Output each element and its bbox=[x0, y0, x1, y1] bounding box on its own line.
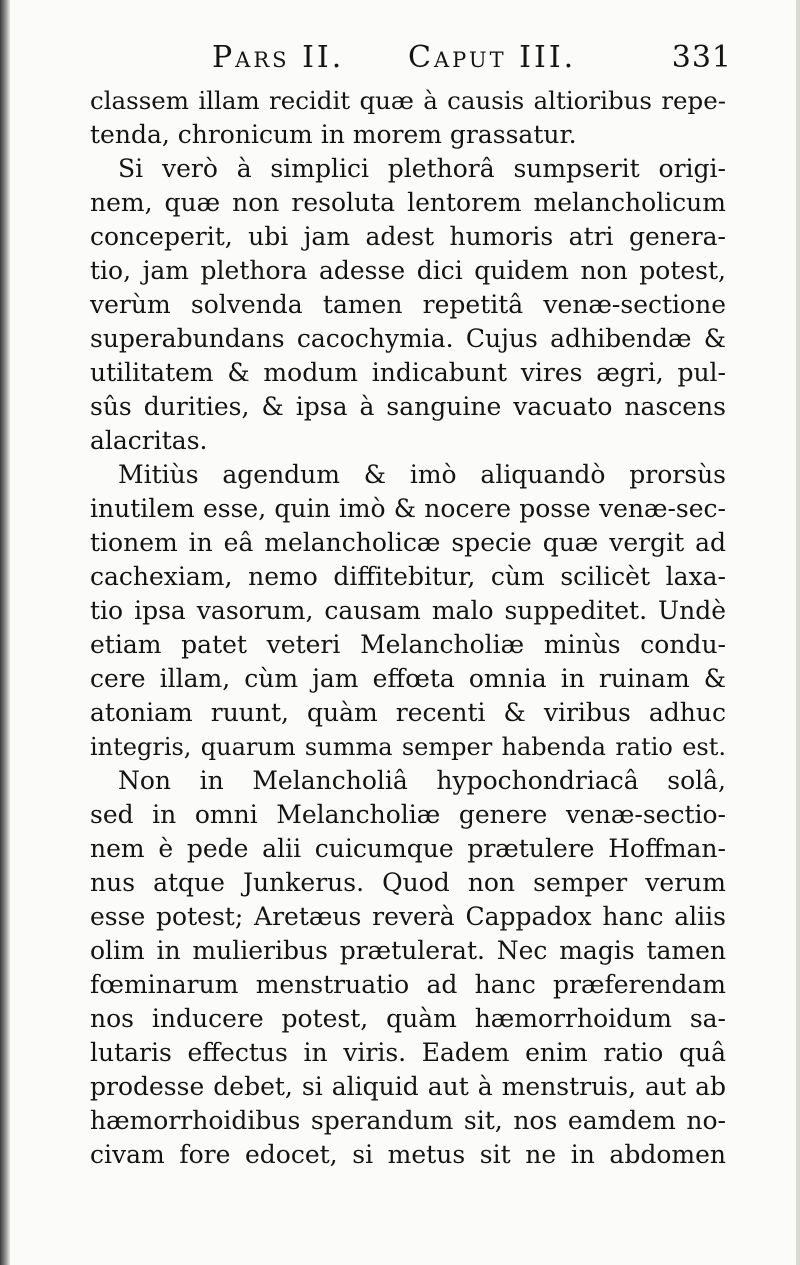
text-line: lutaris effectus in viris. Eadem enim ratio quâ bbox=[90, 1038, 726, 1067]
page-number: 331 bbox=[671, 40, 732, 75]
text-line: inutilem esse, quin imò & nocere posse venæ-sec- bbox=[90, 494, 726, 523]
text-line: esse potest; Aretæus reverà Cappadox hanc aliis bbox=[90, 902, 726, 931]
text-line: etiam patet veteri Melancholiæ minùs condu- bbox=[90, 630, 726, 659]
text-line: Mitiùs agendum & imò aliquandò prorsùs bbox=[118, 460, 726, 489]
text-line: sûs durities, & ipsa à sanguine vacuato nascens bbox=[90, 392, 726, 421]
text-line: classem illam recidit quæ à causis altioribus repe- bbox=[90, 86, 726, 115]
text-line: tio, jam plethora adesse dici quidem non potest, bbox=[90, 256, 726, 285]
header-part: Pars II. bbox=[212, 40, 345, 75]
text-line: Non in Melancholiâ hypochondriacâ solâ, bbox=[118, 766, 726, 795]
text-line: integris, quarum summa semper habenda ratio est. bbox=[90, 733, 726, 761]
text-line: verùm solvenda tamen repetitâ venæ-sectione bbox=[90, 290, 726, 319]
text-line: utilitatem & modum indicabunt vires ægri, pul- bbox=[90, 358, 726, 387]
header-chapter: Caput III. bbox=[408, 40, 577, 75]
page-edge bbox=[796, 0, 800, 1265]
text-line: nos inducere potest, quàm hæmorrhoidum sa- bbox=[90, 1004, 726, 1033]
running-header bbox=[212, 40, 732, 80]
text-line: superabundans cacochymia. Cujus adhibendæ & bbox=[90, 324, 726, 353]
body-text bbox=[90, 84, 726, 1172]
text-line: civam fore edocet, si metus sit ne in abdomen bbox=[90, 1140, 726, 1169]
text-line: nus atque Junkerus. Quod non semper verum bbox=[90, 868, 726, 897]
text-line: prodesse debet, si aliquid aut à menstruis, aut ab bbox=[90, 1072, 726, 1101]
text-line: sed in omni Melancholiæ genere venæ-sectio- bbox=[90, 800, 726, 829]
page-gutter-shadow bbox=[0, 0, 10, 1265]
text-line: olim in mulieribus prætulerat. Nec magis tamen bbox=[90, 936, 726, 965]
text-line: nem è pede alii cuicumque prætulere Hoffman- bbox=[90, 834, 726, 863]
text-line: fœminarum menstruatio ad hanc præferendam bbox=[90, 970, 726, 999]
text-line: atoniam ruunt, quàm recenti & viribus adhuc bbox=[90, 698, 726, 727]
text-line: nem, quæ non resoluta lentorem melancholicum bbox=[90, 188, 726, 217]
text-line: cere illam, cùm jam effœta omnia in ruinam & bbox=[90, 664, 726, 693]
text-line: tionem in eâ melancholicæ specie quæ vergit ad bbox=[90, 528, 726, 557]
text-line: tio ipsa vasorum, causam malo suppeditet. Undè bbox=[90, 596, 726, 625]
text-line: tenda, chronicum in morem grassatur. bbox=[90, 120, 577, 149]
text-line: cachexiam, nemo diffitebitur, cùm scilicèt laxa- bbox=[90, 562, 726, 591]
text-line: conceperit, ubi jam adest humoris atri genera- bbox=[90, 222, 726, 251]
text-line: hæmorrhoidibus sperandum sit, nos eamdem no- bbox=[90, 1106, 726, 1135]
text-line: Si verò à simplici plethorâ sumpserit origi- bbox=[118, 154, 726, 183]
text-line: alacritas. bbox=[90, 426, 208, 455]
